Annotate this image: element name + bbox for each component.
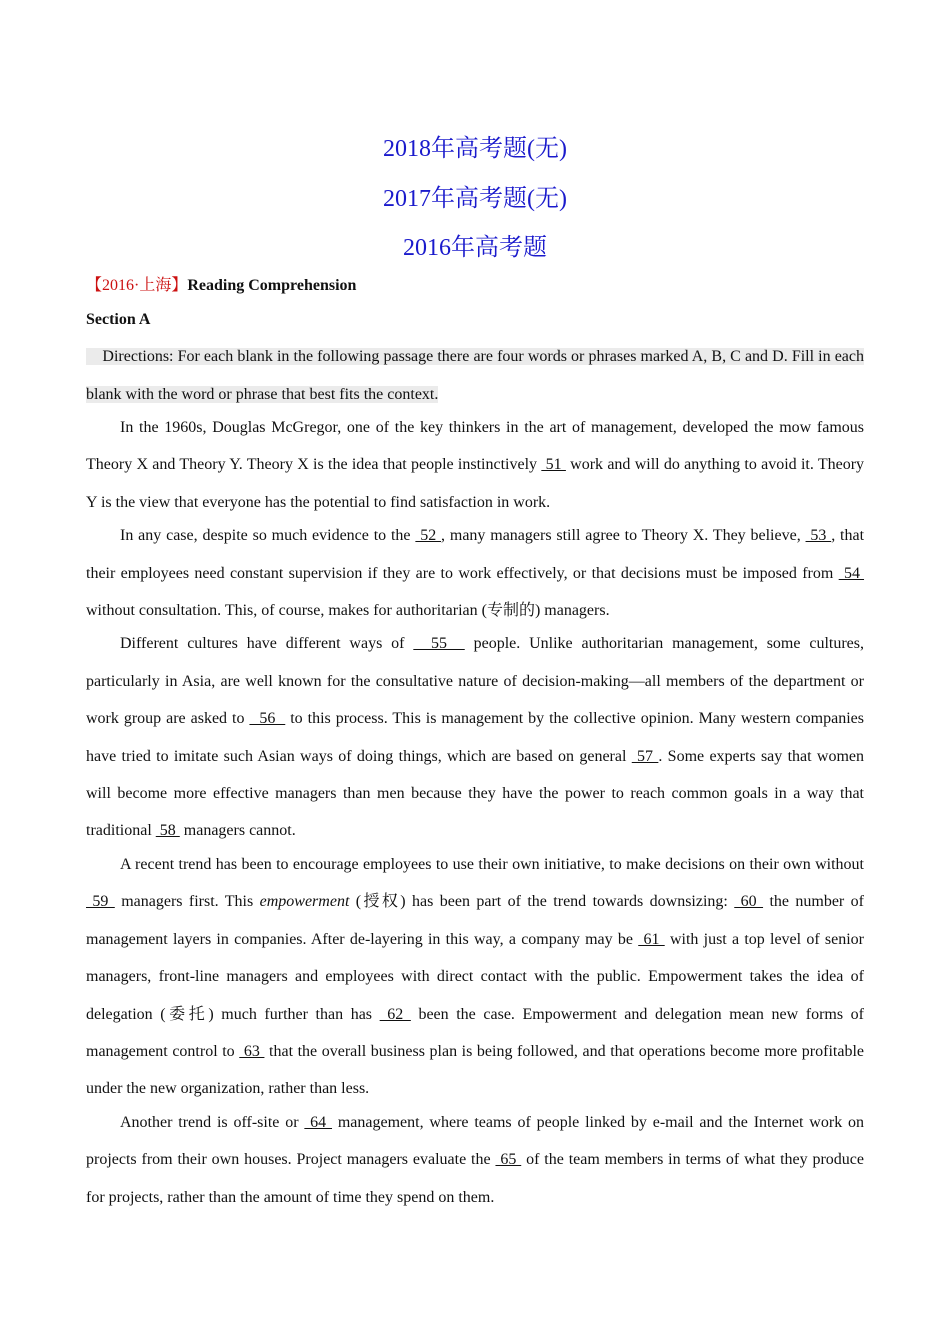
blank-60: 60 — [734, 893, 764, 911]
paragraph-4: A recent trend has been to encourage employees to use their own initiative, to make decisions on their own without 59 managers first. This empowerment (授权) has been part of the trend towards downsizing: 60 the number of management layers in companies. After de-layering in this way, a company may be 61 with just a top level of senior managers, front-line managers and employees with direct contact with the public. Empowerment takes the idea of delegation (委托) much further than has 62 been the case. Empowerment and delegation mean new forms of management control to 63 that the overall business plan is being followed, and that operations become more profitable under the new organization, rather than less. — [86, 855, 865, 1098]
paragraph-2: In any case, despite so much evidence to the 52 , many managers still agree to Theory X. They believe, 53 , that their employees need constant supervision if they are to work effectively, or that decisions must be imposed from 54 without consultation. This, of course, makes for authoritarian (专制的) managers. — [86, 527, 865, 620]
source-tag: 【2016·上海】 — [86, 277, 188, 294]
source-line — [86, 270, 864, 302]
blank-59: 59 — [86, 893, 115, 911]
blank-52: 52 — [415, 527, 442, 545]
blank-62: 62 — [379, 1005, 411, 1023]
directions-text: Directions: For each blank in the following passage there are four words or phrases marked A, B, C and D. Fill in each blank with the word or phrase that best fits the context. — [86, 348, 864, 403]
blank-63: 63 — [239, 1042, 265, 1060]
blank-56: 56 — [249, 710, 286, 728]
source-heading: Reading Comprehension — [187, 277, 357, 294]
blank-51: 51 — [541, 456, 566, 474]
passage-content — [86, 270, 864, 1216]
blank-57: 57 — [631, 747, 659, 765]
directions — [86, 338, 864, 413]
section-heading: Section A — [86, 311, 151, 328]
paragraph-3: Different cultures have different ways of 55 people. Unlike authoritarian management, some cultures, particularly in Asia, are well known for the consultative nature of decision-making—all members of the department or work group are asked to 56 to this process. This is management by the collective opinion. Many western companies have tried to imitate such Asian ways of doing things, which are based on general 57 . Some experts say that women will become more effective managers than men because they have the power to reach common goals in a way that traditional 58 managers cannot. — [86, 635, 864, 840]
empowerment-term: empowerment — [259, 893, 350, 911]
blank-61: 61 — [638, 930, 665, 948]
paragraph-5: Another trend is off-site or 64 management, where teams of people linked by e-mail and the Internet work on projects from their own houses. Project managers evaluate the 65 of the team members in terms of what they produce for projects, rather than the amount of time they spend on them. — [86, 1113, 865, 1206]
title-2017: 2017年高考题(无) — [383, 186, 567, 212]
title-2016: 2016年高考题 — [403, 235, 547, 261]
blank-64: 64 — [304, 1113, 333, 1131]
blank-53: 53 — [805, 527, 832, 545]
blank-58: 58 — [155, 822, 180, 840]
blank-65: 65 — [495, 1151, 522, 1169]
blank-54: 54 — [838, 564, 865, 582]
blank-55: 55 — [413, 635, 465, 653]
title-2018: 2018年高考题(无) — [383, 136, 567, 162]
paragraph-1: In the 1960s, Douglas McGregor, one of the key thinkers in the art of management, developed the mow famous Theory X and Theory Y. Theory X is the idea that people instinctively 51 work and will do anything to avoid it. Theory Y is the view that everyone has the potential to find satisfaction in work. — [86, 419, 865, 511]
